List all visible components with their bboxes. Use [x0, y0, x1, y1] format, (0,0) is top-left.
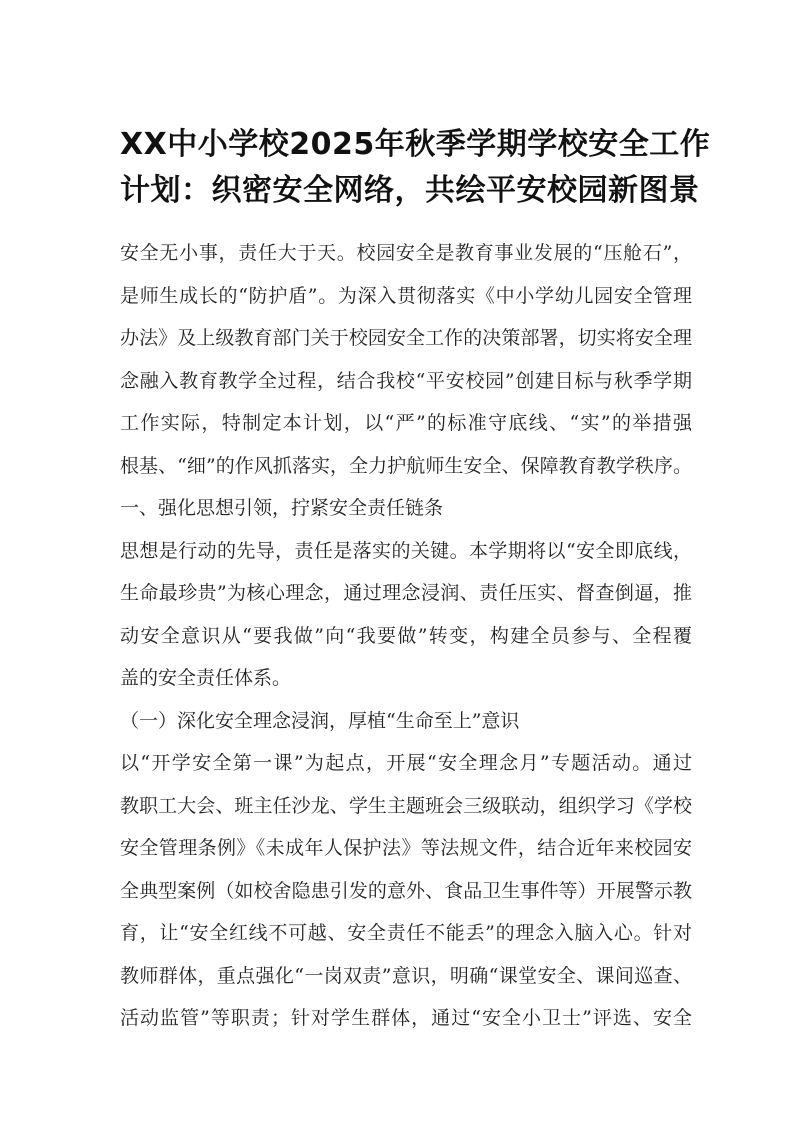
- title-line-2: 计划：织密安全网络，共绘平安校园新图景: [120, 173, 700, 208]
- paragraph-line: 安全无小事，责任大于天。校园安全是教育事业发展的“压舱石”，: [120, 242, 692, 264]
- paragraph-line: 教职工大会、班主任沙龙、学生主题班会三级联动，组织学习《学校: [120, 794, 692, 817]
- paragraph-line: 以“开学安全第一课”为起点，开展“安全理念月”专题活动。通过: [120, 752, 692, 774]
- paragraph-line: 工作实际，特制定本计划，以“严”的标准守底线、“实”的举措强: [120, 412, 692, 434]
- document-title: [120, 122, 711, 214]
- paragraph-line: 办法》及上级教育部门关于校园安全工作的决策部署，切实将安全理: [120, 327, 692, 349]
- section-heading: 一、强化思想引领，拧紧安全责任链条: [120, 497, 444, 519]
- paragraph-line: 育，让“安全红线不可越、安全责任不能丢”的理念入脑入心。针对: [120, 922, 692, 944]
- subsection-heading: （一）深化安全理念浸润，厚植“生命至上”意识: [120, 709, 520, 732]
- paragraph-line: 思想是行动的先导，责任是落实的关键。本学期将以“安全即底线，: [120, 539, 692, 562]
- paragraph-line: 安全管理条例》《未成年人保护法》等法规文件，结合近年来校园安: [120, 837, 692, 859]
- paragraph-line: 全典型案例（如校舍隐患引发的意外、食品卫生事件等）开展警示教: [120, 879, 692, 902]
- paragraph-line: 是师生成长的“防护盾”。为深入贯彻落实《中小学幼儿园安全管理: [120, 284, 692, 307]
- paragraph-line: 活动监管”等职责；针对学生群体，通过“安全小卫士”评选、安全: [120, 1007, 692, 1029]
- document-body: [120, 232, 692, 1040]
- paragraph-line: 根基、“细”的作风抓落实，全力护航师生安全、保障教育教学秩序。: [120, 454, 692, 477]
- paragraph-line: 盖的安全责任体系。: [120, 667, 292, 689]
- paragraph-line: 动安全意识从“要我做”向“我要做”转变，构建全员参与、全程覆: [120, 624, 692, 647]
- paragraph-line: 念融入教育教学全过程，结合我校“平安校园”创建目标与秋季学期: [120, 369, 692, 392]
- title-line-1: XX中小学校2025年秋季学期学校安全工作: [120, 127, 711, 162]
- paragraph-line: 教师群体，重点强化“一岗双责”意识，明确“课堂安全、课间巡查、: [120, 964, 692, 987]
- paragraph-line: 生命最珍贵”为核心理念，通过理念浸润、责任压实、督查倒逼，推: [120, 582, 692, 604]
